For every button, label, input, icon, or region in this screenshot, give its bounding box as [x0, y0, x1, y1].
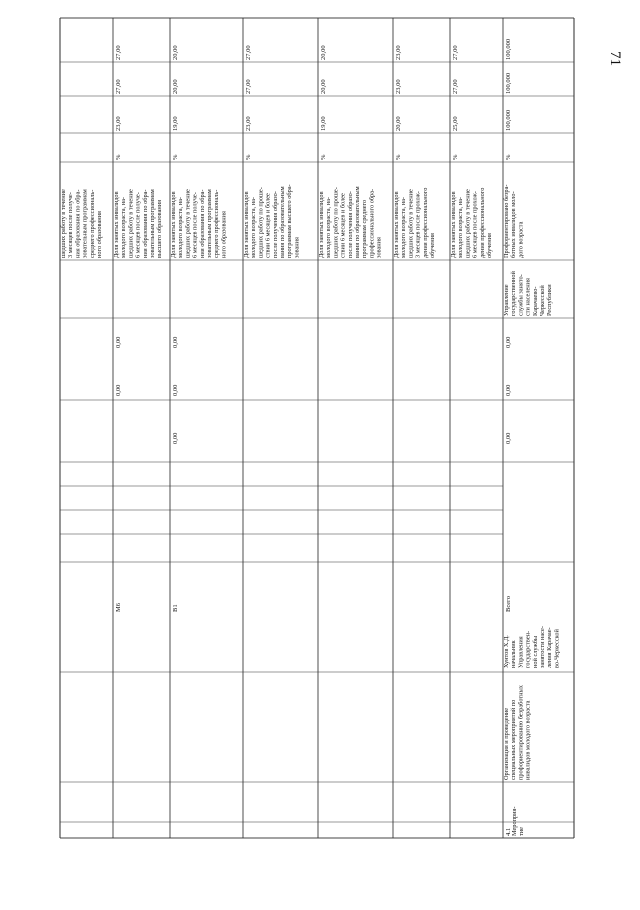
value-2022: 25,00: [452, 116, 459, 131]
value-2024: 27,00: [245, 45, 252, 60]
indicator-text: шедших работу по проше-: [332, 187, 340, 258]
indicator-text: Доля занятых инвалидов: [393, 191, 400, 258]
value-2022: 19,00: [172, 116, 179, 131]
indicator-text: среднего профессиональ-: [213, 189, 221, 258]
indicator-text: шедших работу в течение: [407, 189, 415, 258]
indicator-text: после получения образо-: [346, 191, 354, 258]
measure-number: 4.1: [505, 827, 512, 836]
page-number: 71: [607, 51, 623, 66]
finance-cell: 0,00: [115, 336, 122, 348]
source-code: М6: [115, 602, 122, 612]
indicator-text: ствии 6 месяцев и более: [339, 193, 347, 258]
executor-text: Хунтов Х.Д.: [503, 635, 510, 668]
finance-cell: 0,00: [505, 336, 512, 348]
executor-text: ления Карачае-: [546, 627, 554, 668]
measure-type-text: Мероприя-: [511, 806, 518, 836]
executor-text: ной службы: [531, 635, 539, 668]
indicator-text: 6 месяцев после получе-: [134, 192, 142, 258]
indicator-text: ного образования: [96, 211, 103, 258]
indicator-text: Доля занятых инвалидов: [318, 191, 325, 258]
indicator-text: 3 месяцев после получе-: [67, 192, 75, 258]
organization-text: Карачаево-: [531, 286, 539, 316]
indicator-text: Доля занятых инвалидов: [113, 191, 120, 258]
indicator-text: ния образования по обра-: [74, 189, 82, 258]
executor-text: государствен-: [524, 630, 532, 668]
finance-cell: 0,00: [172, 384, 179, 396]
indicator-text: молодого возраста, на-: [120, 197, 128, 258]
indicator-text: зования: [293, 237, 301, 258]
unit-cell: %: [172, 154, 179, 160]
indicator-text: молодого возраста, на-: [250, 196, 258, 258]
indicator-text: после получения образо-: [271, 191, 279, 258]
indicator-text: 3 месяцев после прохож-: [414, 191, 422, 258]
value-2024: 27,00: [452, 45, 459, 60]
value-2024: 100,000: [505, 38, 512, 60]
indicator-text: ного образования: [220, 211, 228, 258]
indicator-text: дого возраста: [517, 221, 525, 258]
unit-cell: %: [505, 154, 512, 160]
value-2023: 27,00: [245, 79, 252, 94]
indicator-text: молодого возраста, на-: [457, 197, 465, 258]
measure-name-text: инвалидов молодого возраста: [524, 700, 532, 780]
value-2024: 23,00: [395, 45, 402, 60]
indicator-text: зовательным программам: [149, 189, 156, 258]
value-2023: 20,00: [172, 79, 179, 94]
indicator-text: молодого возраста, на-: [400, 197, 408, 258]
value-2022: 23,00: [245, 116, 252, 131]
indicator-text: Профориентировано безра-: [503, 184, 510, 258]
indicator-text: высшего образования: [156, 199, 164, 258]
executor-text: во-Черкесской: [553, 629, 561, 668]
organization-text: Республики: [546, 284, 554, 316]
indicator-text: зовательным программам: [81, 189, 89, 258]
organization-text: сти населения: [524, 278, 532, 316]
source-code: Всего: [505, 596, 512, 612]
indicator-text: дения профессионального: [478, 187, 486, 258]
indicator-text: шедших работу в течение: [127, 189, 135, 258]
executor-text: Управления: [517, 636, 525, 668]
measure-type-text: тие: [518, 827, 526, 836]
organization-text: службы занято-: [517, 274, 525, 316]
measure-name-text: специальных мероприятий по: [510, 699, 518, 780]
executor-text: занятости насе-: [539, 626, 546, 668]
value-2024: 20,00: [172, 45, 179, 60]
indicator-text: шедших работу в течение: [464, 189, 472, 258]
finance-cell: 0,00: [115, 384, 122, 396]
indicator-text: ния образования по обра-: [141, 189, 149, 258]
value-2022: 20,00: [395, 116, 402, 131]
indicator-text: 6 месяцев после прохож-: [471, 191, 479, 258]
indicator-text: зования: [375, 237, 383, 258]
organization-text: государственной: [510, 271, 518, 316]
indicator-text: молодого возраста, на-: [177, 197, 185, 258]
indicator-text: дения профессионального: [421, 187, 429, 258]
indicator-text: ботных инвалидов моло-: [510, 191, 518, 258]
indicator-text: ния образования по обра-: [198, 189, 206, 258]
source-code: В1: [172, 604, 179, 612]
indicator-text: среднего профессиональ-: [88, 189, 96, 258]
indicator-text: вания по образовательным: [279, 186, 286, 258]
finance-cell: 0,00: [172, 336, 179, 348]
value-2023: 27,00: [452, 79, 459, 94]
indicator-text: шедших работу в течение: [60, 189, 67, 258]
indicator-text: программам высшего обра-: [286, 184, 294, 258]
finance-cell: 0,00: [505, 384, 512, 396]
indicator-text: шедших работу по проше-: [257, 187, 265, 258]
value-2023: 20,00: [320, 79, 327, 94]
indicator-text: зовательным программам: [206, 189, 213, 258]
unit-cell: %: [395, 154, 402, 160]
unit-cell: %: [115, 154, 122, 160]
organization-text: Управление: [503, 284, 510, 316]
indicator-text: обучения: [429, 233, 436, 258]
indicator-text: 6 месяцев после получе-: [191, 192, 199, 258]
indicator-text: Доля занятых инвалидов: [243, 191, 250, 258]
value-2023: 27,00: [115, 79, 122, 94]
value-2024: 20,00: [320, 45, 327, 60]
value-2022: 19,00: [320, 116, 327, 131]
value-2023: 100,000: [505, 72, 512, 94]
measure-name-text: профориентированию безработных: [517, 685, 525, 780]
indicator-text: шедших работу в течение: [184, 189, 192, 258]
unit-cell: %: [320, 154, 327, 160]
value-2022: 100,000: [505, 109, 512, 131]
indicator-text: обучения: [486, 233, 493, 258]
indicator-text: программам среднего: [361, 199, 369, 258]
indicator-text: профессионального обра-: [368, 188, 376, 258]
executor-text: начальник: [510, 640, 518, 668]
unit-cell: %: [245, 154, 252, 160]
indicator-text: ствии 6 месяцев и более: [264, 193, 272, 258]
indicator-text: Доля занятых инвалидов: [170, 191, 177, 258]
value-2024: 27,00: [115, 45, 122, 60]
indicator-text: Доля занятых инвалидов: [450, 191, 457, 258]
indicator-text: молодого возраста, на-: [325, 197, 333, 258]
value-2023: 23,00: [395, 79, 402, 94]
measure-name-text: Организация и проведение: [503, 707, 510, 780]
value-2022: 23,00: [115, 116, 122, 131]
unit-cell: %: [452, 154, 459, 160]
finance-cell: 0,00: [172, 432, 179, 444]
indicator-text: вания по образовательным: [354, 186, 361, 258]
organization-text: Черкесской: [539, 285, 546, 316]
finance-cell: 0,00: [505, 432, 512, 444]
